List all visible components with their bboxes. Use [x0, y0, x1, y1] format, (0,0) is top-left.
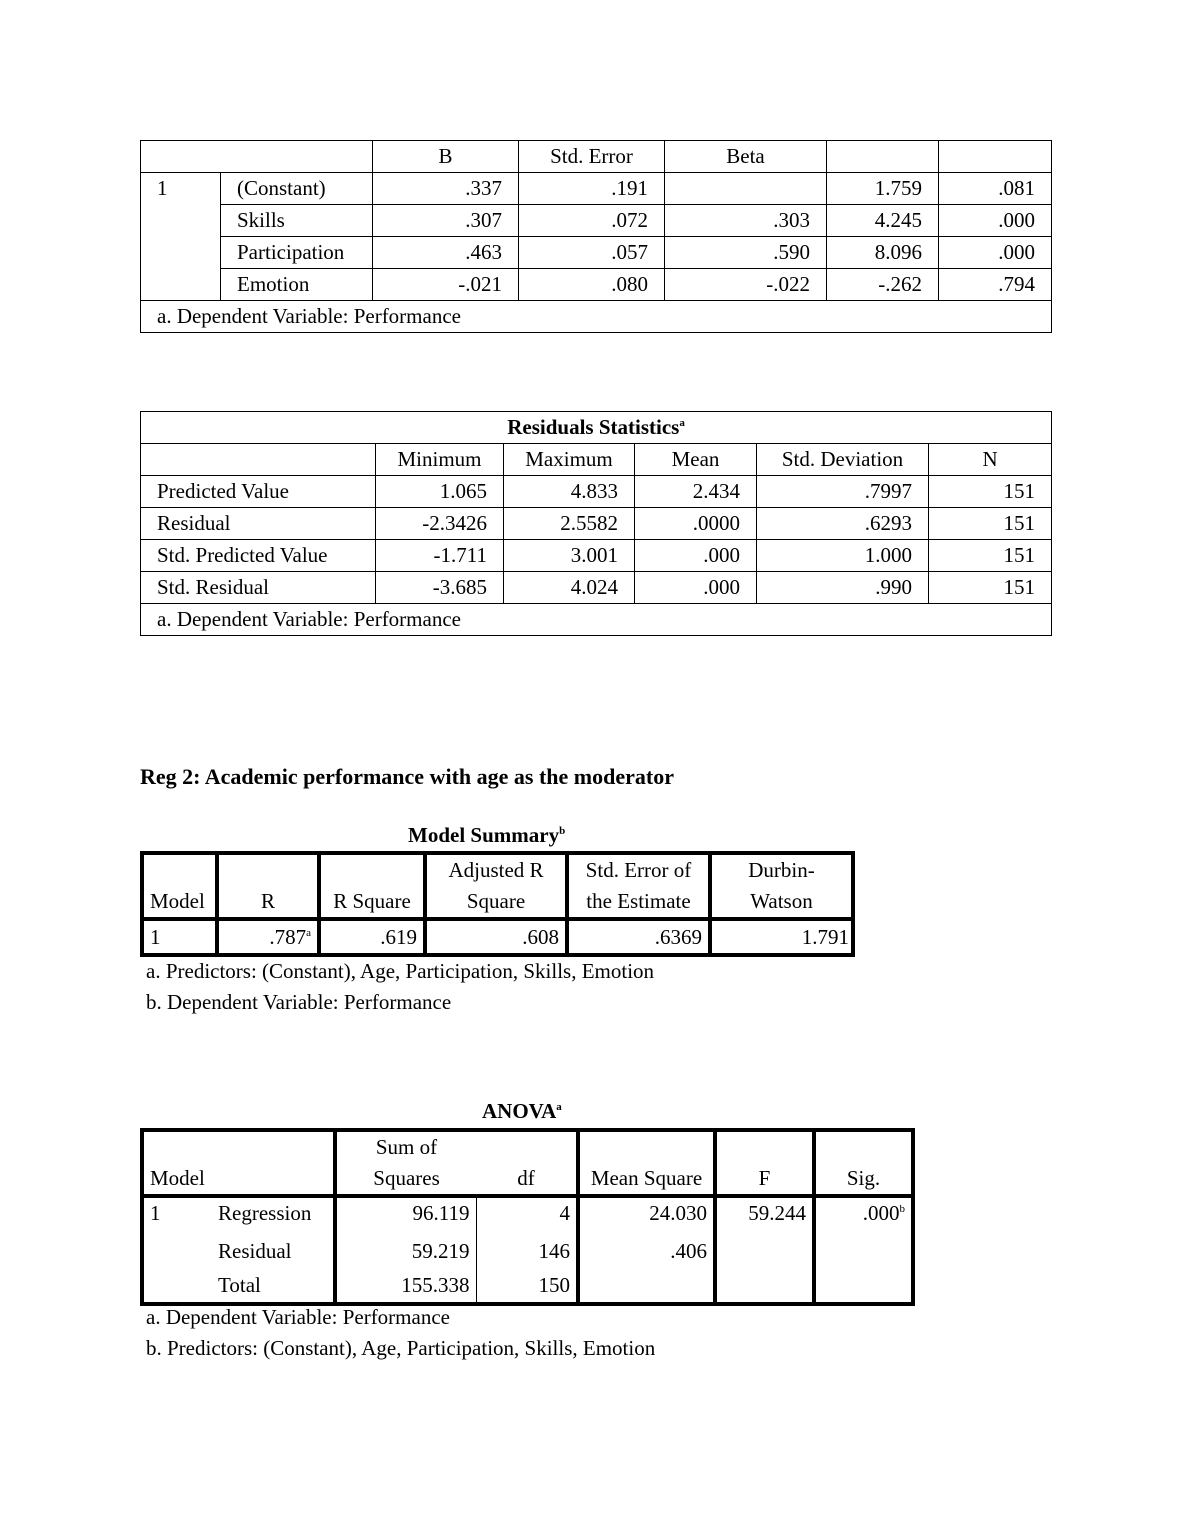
table-row	[142, 1196, 913, 1234]
model-summary-header-row-1	[142, 853, 853, 886]
table-row	[142, 1268, 913, 1304]
resid-row-label: Predicted Value	[141, 476, 376, 508]
coef-footnote-row	[141, 301, 1052, 333]
anova-ms: 24.030	[578, 1196, 715, 1234]
coef-sig: .081	[939, 173, 1052, 205]
table-row	[142, 919, 853, 955]
msum-header-r-square: R Square	[319, 853, 425, 919]
anova-title: ANOVA$^a$	[482, 1099, 562, 1123]
coef-t: 1.759	[827, 173, 939, 205]
msum-header-dw-2: Watson	[710, 886, 853, 919]
anova-ms	[578, 1268, 715, 1304]
msum-header-se-1: Std. Error of	[567, 853, 710, 886]
anova-sig	[814, 1234, 913, 1268]
model-summary-title: Model Summary$^b$	[408, 823, 566, 847]
anova-title-sup: a	[556, 1101, 562, 1113]
anova-table	[140, 1128, 915, 1306]
resid-row-label: Std. Residual	[141, 572, 376, 604]
anova-ss: 59.219	[335, 1234, 476, 1268]
msum-header-se-2: the Estimate	[567, 886, 710, 919]
resid-sd: 1.000	[757, 540, 929, 572]
anova-ss: 155.338	[335, 1268, 476, 1304]
coef-sig: .000	[939, 237, 1052, 269]
resid-row-label: Residual	[141, 508, 376, 540]
coef-row-label: Participation	[221, 237, 373, 269]
table-row	[141, 572, 1052, 604]
resid-header-n: N	[929, 444, 1052, 476]
coef-header-se: Std. Error	[519, 141, 665, 173]
resid-footnote: a. Dependent Variable: Performance	[141, 604, 1052, 636]
coef-row-label: Emotion	[221, 269, 373, 301]
table-row	[141, 476, 1052, 508]
msum-header-adj-r-1: Adjusted R	[425, 853, 567, 886]
anova-sig-sup: b	[899, 1203, 906, 1215]
anova-ms: .406	[578, 1234, 715, 1268]
anova-header-row-1	[142, 1130, 913, 1163]
anova-model-blank	[142, 1234, 212, 1268]
anova-row-label: Total	[218, 1272, 261, 1297]
coef-b: .337	[373, 173, 519, 205]
resid-n: 151	[929, 572, 1052, 604]
anova-model-blank	[142, 1268, 212, 1304]
coef-se: .080	[519, 269, 665, 301]
resid-min: -2.3426	[376, 508, 504, 540]
resid-sd: .6293	[757, 508, 929, 540]
resid-min: 1.065	[376, 476, 504, 508]
resid-header-blank	[141, 444, 376, 476]
coef-header-t	[827, 141, 939, 173]
coef-b: .307	[373, 205, 519, 237]
resid-min: -1.711	[376, 540, 504, 572]
msum-header-dw-1: Durbin-	[710, 853, 853, 886]
anova-f: 59.244	[715, 1196, 814, 1234]
coef-se: .191	[519, 173, 665, 205]
anova-footnote-b: b. Predictors: (Constant), Age, Participation, Skills, Emotion	[146, 1336, 656, 1360]
anova-header-df: df	[517, 1166, 535, 1190]
resid-max: 4.833	[504, 476, 635, 508]
msum-footnote-a: a. Predictors: (Constant), Age, Participation, Skills, Emotion	[146, 959, 655, 983]
msum-model: 1	[142, 919, 217, 955]
table-row	[141, 173, 1052, 205]
resid-mean: .000	[635, 572, 757, 604]
resid-sd: .7997	[757, 476, 929, 508]
msum-adj-r-square: .608	[425, 919, 567, 955]
residuals-title-sup: a	[679, 417, 685, 429]
anova-header-sig: Sig.	[814, 1130, 913, 1196]
resid-sd: .990	[757, 572, 929, 604]
resid-header-mean: Mean	[635, 444, 757, 476]
coefficients-header-row	[141, 141, 1052, 173]
anova-f	[715, 1234, 814, 1268]
anova-df: 150	[476, 1268, 578, 1304]
resid-mean: .000	[635, 540, 757, 572]
residuals-header-row	[141, 444, 1052, 476]
coef-header-sig	[939, 141, 1052, 173]
msum-r-sup: a	[306, 926, 311, 939]
table-row	[141, 540, 1052, 572]
section-heading: Reg 2: Academic performance with age as the moderator	[140, 764, 674, 789]
model-summary-table	[140, 851, 855, 957]
msum-r: .787$^a$	[217, 919, 319, 955]
resid-header-max: Maximum	[504, 444, 635, 476]
coef-t: 8.096	[827, 237, 939, 269]
coef-beta	[665, 173, 827, 205]
resid-max: 3.001	[504, 540, 635, 572]
residuals-statistics-table	[140, 411, 1052, 636]
anova-sig	[814, 1268, 913, 1304]
anova-header-ss-2: Squares	[335, 1163, 476, 1196]
table-row	[141, 269, 1052, 301]
resid-n: 151	[929, 540, 1052, 572]
resid-n: 151	[929, 508, 1052, 540]
coef-header-b: B	[373, 141, 519, 173]
table-row	[141, 205, 1052, 237]
anova-sig: .000$^b$	[814, 1196, 913, 1234]
anova-header-ms: Mean Square	[578, 1130, 715, 1196]
coef-se: .072	[519, 205, 665, 237]
residuals-title: Residuals Statistics$^a$	[141, 412, 1052, 444]
coef-sig: .000	[939, 205, 1052, 237]
anova-df: 146	[476, 1234, 578, 1268]
coef-sig: .794	[939, 269, 1052, 301]
anova-header-f: F	[715, 1130, 814, 1196]
coefficients-table	[140, 140, 1052, 333]
table-row	[142, 1234, 913, 1268]
msum-footnote-b: b. Dependent Variable: Performance	[146, 990, 452, 1014]
coef-row-label: Skills	[221, 205, 373, 237]
coef-header-beta: Beta	[665, 141, 827, 173]
model-summary-title-sup: b	[559, 825, 566, 837]
resid-mean: 2.434	[635, 476, 757, 508]
resid-mean: .0000	[635, 508, 757, 540]
anova-ss: 96.119	[335, 1196, 476, 1234]
anova-df: 4	[476, 1196, 578, 1234]
resid-max: 2.5582	[504, 508, 635, 540]
msum-header-r: R	[217, 853, 319, 919]
coef-b: .463	[373, 237, 519, 269]
anova-header-ss-1: Sum of	[335, 1130, 476, 1163]
msum-dw: 1.791	[710, 919, 853, 955]
coef-header-blank	[141, 141, 373, 173]
coef-row-label: (Constant)	[221, 173, 373, 205]
msum-se: .6369	[567, 919, 710, 955]
anova-row-label: Residual	[218, 1238, 292, 1263]
coef-model-number: 1	[141, 173, 221, 301]
resid-footnote-row	[141, 604, 1052, 636]
residuals-title-row	[141, 412, 1052, 444]
coef-b: -.021	[373, 269, 519, 301]
resid-min: -3.685	[376, 572, 504, 604]
anova-row-label: Regression	[212, 1196, 335, 1234]
coef-beta: .590	[665, 237, 827, 269]
coef-beta: .303	[665, 205, 827, 237]
coef-beta: -.022	[665, 269, 827, 301]
coef-t: 4.245	[827, 205, 939, 237]
anova-footnote-a: a. Dependent Variable: Performance	[146, 1305, 450, 1329]
resid-row-label: Std. Predicted Value	[141, 540, 376, 572]
resid-max: 4.024	[504, 572, 635, 604]
resid-header-sd: Std. Deviation	[757, 444, 929, 476]
table-row	[141, 508, 1052, 540]
msum-header-model: Model	[150, 889, 205, 913]
msum-r-square: .619	[319, 919, 425, 955]
table-row	[141, 237, 1052, 269]
coef-t: -.262	[827, 269, 939, 301]
resid-header-min: Minimum	[376, 444, 504, 476]
anova-f	[715, 1268, 814, 1304]
coef-se: .057	[519, 237, 665, 269]
anova-header-model: Model	[150, 1166, 205, 1190]
anova-model: 1	[142, 1196, 212, 1234]
resid-n: 151	[929, 476, 1052, 508]
msum-header-adj-r-2: Square	[425, 886, 567, 919]
coef-footnote: a. Dependent Variable: Performance	[141, 301, 1052, 333]
